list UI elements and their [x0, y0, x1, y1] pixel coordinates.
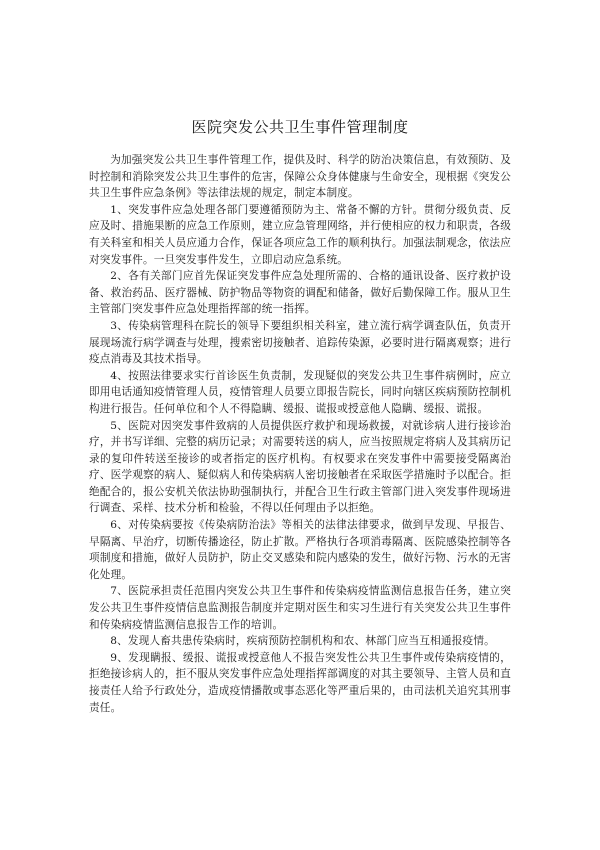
- paragraph-8: 8、发现人畜共患传染病时，疾病预防控制机构和农、林部门应当互相通报疫情。: [110, 635, 495, 648]
- document-body: [89, 152, 511, 716]
- paragraph-1: 1、突发事件应急处理各部门要遵循预防为主、常备不懈的方针。贯彻分级负责、反应及时、措施果断的应急工作原则，建立应急管理网络，并行使相应的权力和职责，各级有关科室和相关人员应通力合作，保证各项应急工作的顺利执行。加强法制观念，依法应对突发事件。一旦突发事件发生，立即启动应急系统。: [89, 203, 511, 266]
- paragraph-4: 4、按照法律要求实行首诊医生负责制，发现疑似的突发公共卫生事件病例时，应立即用电话通知疫情管理人员，疫情管理人员要立即报告院长，同时向辖区疾病预防控制机构进行报告。任何单位和个人不得隐瞒、缓报、谎报或授意他人隐瞒、缓报、谎报。: [89, 369, 511, 415]
- paragraph-9: 9、发现瞒报、缓报、谎报或授意他人不报告突发性公共卫生事件或传染病疫情的，拒绝接诊病人的，拒不服从突发事件应急处理指挥部调度的对其主要领导、主管人员和直接责任人给予行政处分，造成疫情播散或事态恶化等严重后果的，由司法机关追究其刑事责任。: [89, 651, 511, 714]
- paragraph-2: 2、各有关部门应首先保证突发事件应急处理所需的、合格的通讯设备、医疗救护设备、救治药品、医疗器械、防护物品等物资的调配和储备，做好后勤保障工作。服从卫生主管部门突发事件应急处理指挥部的统一指挥。: [89, 270, 511, 316]
- paragraph-6: 6、对传染病要按《传染病防治法》等相关的法律法律要求，做到早发现、早报告、早隔离、早治疗，切断传播途径，防止扩散。严格执行各项消毒隔离、医院感染控制等各项制度和措施，做好人员防护，防止交叉感染和院内感染的发生，做好污物、污水的无害化处理。: [89, 519, 511, 581]
- paragraph-intro: 为加强突发公共卫生事件管理工作，提供及时、科学的防治决策信息，有效预防、及时控制和消除突发公共卫生事件的危害，保障公众身体健康与生命安全，现根据《突发公共卫生事件应急条例》等法律法规的规定，制定本制度。: [89, 154, 511, 200]
- document-title: 医院突发公共卫生事件管理制度: [191, 118, 409, 136]
- paragraph-7: 7、医院承担责任范围内突发公共卫生事件和传染病疫情监测信息报告任务，建立突发公共卫生事件疫情信息监测报告制度并定期对医生和实习生进行有关突发公共卫生事件和传染病疫情监测信息报告工作的培训。: [89, 585, 511, 631]
- paragraph-5: 5、医院对因突发事件致病的人员提供医疗救护和现场救援，对就诊病人进行接诊治疗，并书写详细、完整的病历记录；对需要转送的病人，应当按照规定将病人及其病历记录的复印件转送至接诊的或者指定的医疗机构。有权要求在突发事件中需要接受隔离治疗、医学观察的病人、疑似病人和传染病病人密切接触者在采取医学措施时予以配合。拒绝配合的，报公安机关依法协助强制执行，并配合卫生行政主管部门进入突发事件现场进行调查、采样、技术分析和检验，不得以任何理由予以拒绝。: [89, 419, 511, 515]
- paragraph-3: 3、传染病管理科在院长的领导下要组织相关科室，建立流行病学调查队伍，负责开展现场流行病学调查与处理，搜索密切接触者、追踪传染源，必要时进行隔离观察；进行疫点消毒及其技术指导。: [89, 319, 511, 366]
